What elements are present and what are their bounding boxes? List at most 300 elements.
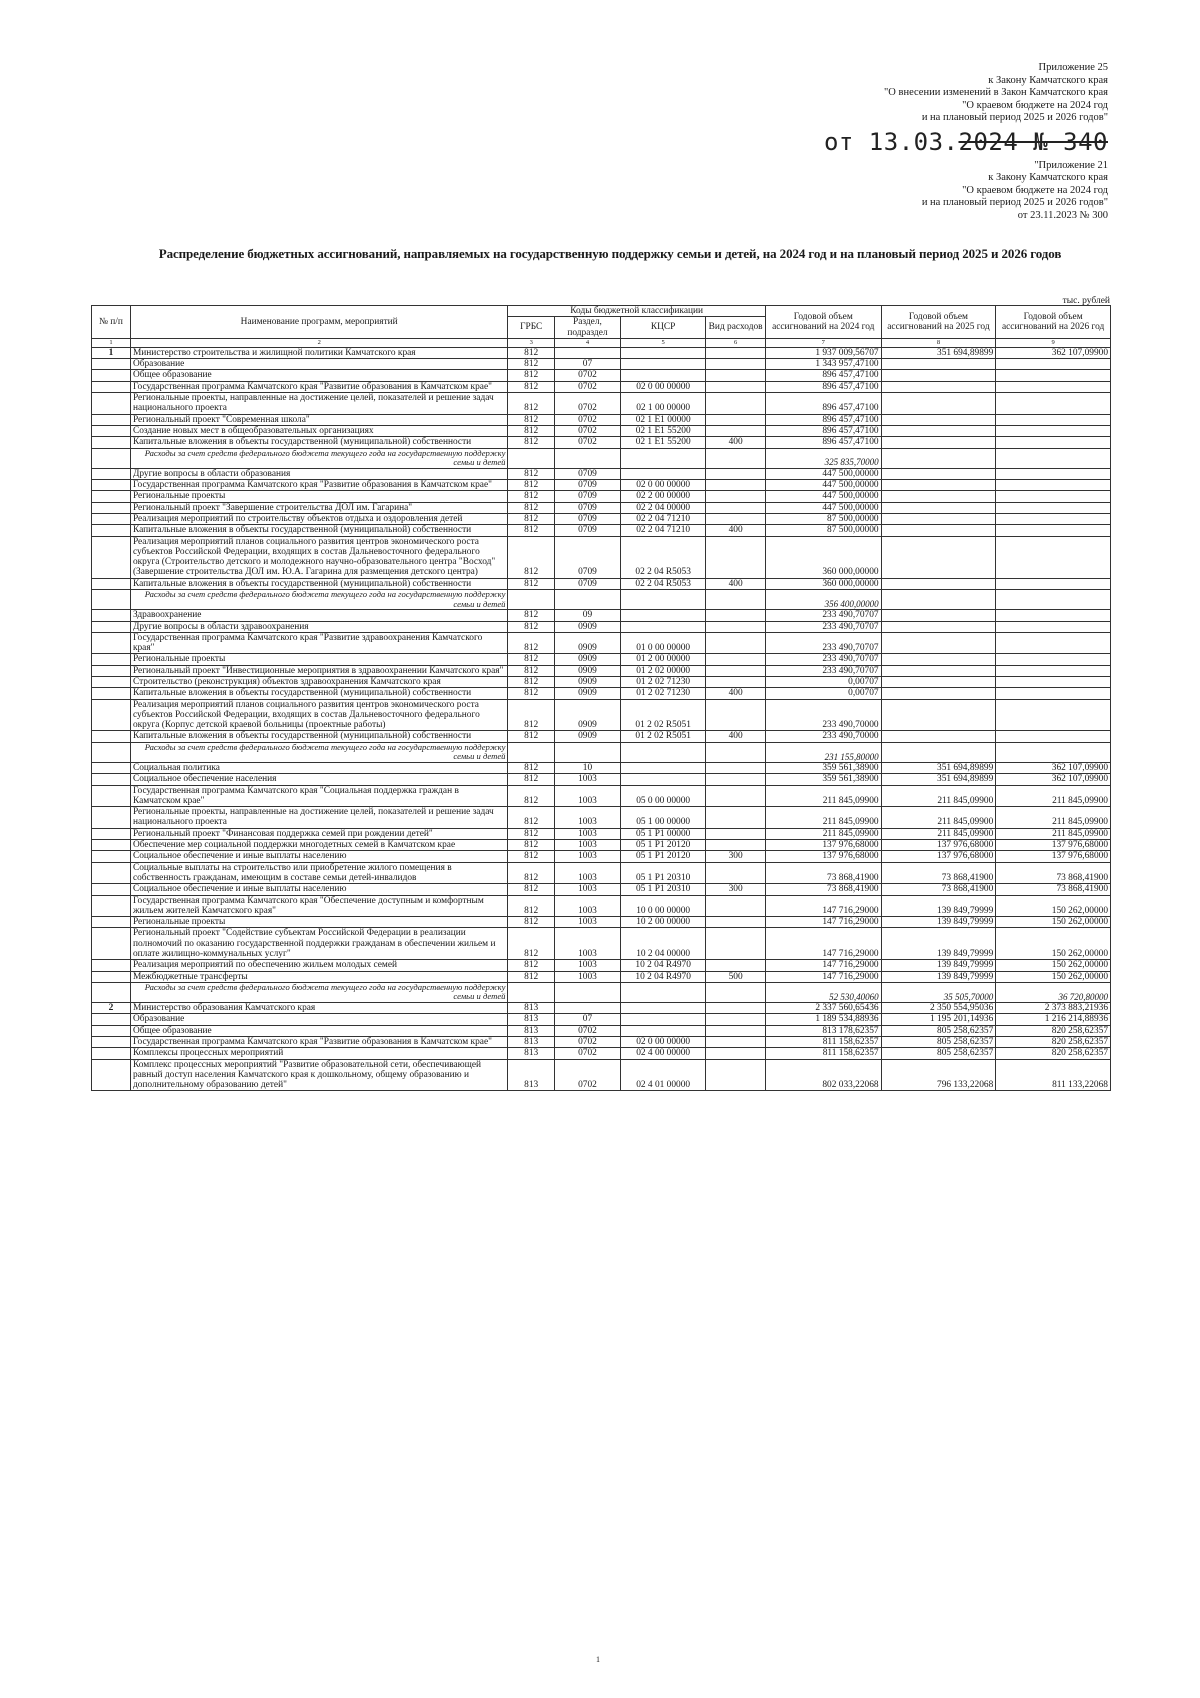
row-number [92, 437, 131, 448]
amount-2025: 211 845,09900 [881, 807, 996, 829]
grbs-code: 812 [508, 654, 555, 665]
amount-2025 [881, 513, 996, 524]
expense-type-code [706, 840, 765, 851]
kcsr-code: 01 2 02 71230 [620, 676, 705, 687]
amount-2026: 150 262,00000 [996, 928, 1111, 960]
section-code: 0702 [554, 1025, 620, 1036]
item-name: Региональные проекты, направленные на достижение целей, показателей и решение задач национального проекта [130, 807, 508, 829]
table-row [92, 971, 1111, 982]
grbs-code: 812 [508, 807, 555, 829]
grbs-code: 812 [508, 370, 555, 381]
kcsr-code [620, 762, 705, 773]
section-code: 1003 [554, 928, 620, 960]
amount-2024: 52 530,40060 [765, 982, 881, 1002]
amount-2026 [996, 578, 1111, 589]
amount-2024: 73 868,41900 [765, 884, 881, 895]
grbs-code: 812 [508, 699, 555, 731]
amount-2026: 820 258,62357 [996, 1036, 1111, 1047]
row-number [92, 610, 131, 621]
kcsr-code: 05 1 P1 20310 [620, 884, 705, 895]
item-name: Региональные проекты [130, 654, 508, 665]
amount-2024: 813 178,62357 [765, 1025, 881, 1036]
amount-2026: 150 262,00000 [996, 960, 1111, 971]
row-number [92, 513, 131, 524]
expense-type-code [706, 621, 765, 632]
amount-2024: 447 500,00000 [765, 468, 881, 479]
expense-type-code [706, 347, 765, 358]
grbs-code: 813 [508, 1014, 555, 1025]
kcsr-code [620, 590, 705, 610]
kcsr-code: 05 1 P1 20120 [620, 851, 705, 862]
item-name: Региональные проекты, направленные на достижение целей, показателей и решение задач национального проекта [130, 393, 508, 415]
col-num-header: № п/п [92, 306, 131, 339]
expense-type-code: 300 [706, 884, 765, 895]
amount-2026 [996, 437, 1111, 448]
col-kcsr-header: КЦСР [620, 317, 705, 339]
expense-type-code [706, 359, 765, 370]
section-code: 0702 [554, 370, 620, 381]
item-name: Реализация мероприятий по строительству объектов отдыха и оздоровления детей [130, 513, 508, 524]
amount-2026: 362 107,09900 [996, 347, 1111, 358]
row-number [92, 699, 131, 731]
grbs-code: 812 [508, 862, 555, 884]
amount-2025 [881, 448, 996, 468]
table-row [92, 578, 1111, 589]
kcsr-code: 05 0 00 00000 [620, 785, 705, 807]
grbs-code: 812 [508, 851, 555, 862]
table-row [92, 468, 1111, 479]
item-name: Региональный проект "Финансовая поддержка семей при рождении детей" [130, 828, 508, 839]
expense-type-code [706, 513, 765, 524]
amount-2026: 362 107,09900 [996, 774, 1111, 785]
table-row [92, 731, 1111, 742]
amount-2024: 896 457,47100 [765, 393, 881, 415]
section-code: 0909 [554, 665, 620, 676]
column-index: 8 [881, 338, 996, 347]
amount-2025: 139 849,79999 [881, 971, 996, 982]
expense-type-code [706, 480, 765, 491]
row-number [92, 359, 131, 370]
table-row [92, 851, 1111, 862]
table-row [92, 381, 1111, 392]
kcsr-code [620, 742, 705, 762]
item-name: Региональный проект "Завершение строительства ДОЛ им. Гагарина" [130, 502, 508, 513]
amount-2024: 233 490,70707 [765, 665, 881, 676]
row-number [92, 928, 131, 960]
item-name: Комплекс процессных мероприятий "Развитие образовательной сети, обеспечивающей равный доступ населения Камчатского края к дошкольному, общему образованию и дополнительному образованию детей" [130, 1059, 508, 1091]
kcsr-code: 01 2 00 00000 [620, 654, 705, 665]
row-number [92, 1059, 131, 1091]
grbs-code: 812 [508, 884, 555, 895]
expense-type-code [706, 665, 765, 676]
amount-2025: 211 845,09900 [881, 828, 996, 839]
table-row [92, 425, 1111, 436]
row-number [92, 971, 131, 982]
amendment-stamp [748, 128, 1108, 156]
table-row [92, 536, 1111, 578]
kcsr-code: 02 2 04 00000 [620, 502, 705, 513]
grbs-code: 812 [508, 425, 555, 436]
kcsr-code [620, 468, 705, 479]
item-name: Социальные выплаты на строительство или приобретение жилого помещения в собственность гражданам, имеющим в составе семьи детей-инвалидов [130, 862, 508, 884]
section-code: 0709 [554, 468, 620, 479]
amount-2026: 811 133,22068 [996, 1059, 1111, 1091]
kcsr-code: 02 4 01 00000 [620, 1059, 705, 1091]
expense-type-code [706, 807, 765, 829]
item-name: Государственная программа Камчатского края "Развитие образования в Камчатском крае" [130, 1036, 508, 1047]
section-code: 07 [554, 359, 620, 370]
appendix-header-top [748, 62, 1108, 125]
row-number [92, 632, 131, 654]
amount-2026: 73 868,41900 [996, 862, 1111, 884]
amount-2024: 233 490,70707 [765, 654, 881, 665]
grbs-code: 812 [508, 665, 555, 676]
expense-type-code: 400 [706, 578, 765, 589]
header-line: "Приложение 21 [1034, 159, 1108, 171]
amount-2025: 137 976,68000 [881, 851, 996, 862]
section-code: 1003 [554, 862, 620, 884]
kcsr-code: 10 2 04 R4970 [620, 960, 705, 971]
table-row [92, 762, 1111, 773]
expense-type-code: 300 [706, 851, 765, 862]
item-name: Другие вопросы в области здравоохранения [130, 621, 508, 632]
amount-2025: 351 694,89899 [881, 774, 996, 785]
row-number [92, 448, 131, 468]
amount-2025 [881, 370, 996, 381]
table-row [92, 359, 1111, 370]
amount-2024: 73 868,41900 [765, 862, 881, 884]
amount-2024: 233 490,70000 [765, 731, 881, 742]
expense-type-code [706, 1025, 765, 1036]
stamp-date: от 13.03. [823, 127, 959, 156]
item-name: Другие вопросы в области образования [130, 468, 508, 479]
section-code: 1003 [554, 971, 620, 982]
row-number [92, 621, 131, 632]
kcsr-code: 01 0 00 00000 [620, 632, 705, 654]
row-number [92, 480, 131, 491]
row-number [92, 393, 131, 415]
section-code: 0702 [554, 1048, 620, 1059]
amount-2026: 150 262,00000 [996, 917, 1111, 928]
row-number [92, 960, 131, 971]
section-code: 0909 [554, 688, 620, 699]
amount-2025 [881, 480, 996, 491]
section-code [554, 347, 620, 358]
grbs-code: 812 [508, 525, 555, 536]
table-row [92, 960, 1111, 971]
amount-2026: 362 107,09900 [996, 762, 1111, 773]
column-index: 1 [92, 338, 131, 347]
amount-2024: 87 500,00000 [765, 513, 881, 524]
expense-type-code [706, 917, 765, 928]
amount-2026 [996, 654, 1111, 665]
amount-2024: 896 457,47100 [765, 414, 881, 425]
amount-2026 [996, 676, 1111, 687]
amount-2026 [996, 525, 1111, 536]
row-number [92, 731, 131, 742]
column-index: 2 [130, 338, 508, 347]
amount-2025: 805 258,62357 [881, 1036, 996, 1047]
amount-2025 [881, 632, 996, 654]
kcsr-code [620, 448, 705, 468]
amount-2026 [996, 502, 1111, 513]
expense-type-code [706, 928, 765, 960]
stamp-number: 2024 № 340 [958, 127, 1108, 156]
amount-2026 [996, 414, 1111, 425]
expense-type-code [706, 785, 765, 807]
section-code: 0909 [554, 632, 620, 654]
row-number [92, 1014, 131, 1025]
item-name: Социальное обеспечение и иные выплаты населению [130, 851, 508, 862]
section-code: 1003 [554, 828, 620, 839]
amount-2026: 73 868,41900 [996, 884, 1111, 895]
table-row [92, 621, 1111, 632]
row-number [92, 762, 131, 773]
amount-2025: 139 849,79999 [881, 895, 996, 917]
row-number [92, 665, 131, 676]
item-name: Общее образование [130, 1025, 508, 1036]
amount-2026: 211 845,09900 [996, 785, 1111, 807]
item-name: Образование [130, 1014, 508, 1025]
section-code: 1003 [554, 785, 620, 807]
amount-2025 [881, 491, 996, 502]
expense-type-code [706, 774, 765, 785]
expense-type-code [706, 742, 765, 762]
amount-2025 [881, 525, 996, 536]
grbs-code: 813 [508, 1036, 555, 1047]
item-name: Общее образование [130, 370, 508, 381]
document-title: Распределение бюджетных ассигнований, направляемых на государственную поддержку семьи и детей, на 2024 год и на плановый период 2025 и 2026 годов [158, 246, 1062, 261]
row-number [92, 982, 131, 1002]
kcsr-code [620, 347, 705, 358]
page-number: 1 [596, 1655, 600, 1664]
amount-2025: 805 258,62357 [881, 1025, 996, 1036]
grbs-code [508, 590, 555, 610]
header-line: Приложение 25 [1038, 62, 1108, 73]
grbs-code: 812 [508, 960, 555, 971]
amount-2024: 147 716,29000 [765, 960, 881, 971]
expense-type-code [706, 414, 765, 425]
section-code: 1003 [554, 807, 620, 829]
expense-type-code [706, 468, 765, 479]
amount-2024: 233 490,70000 [765, 699, 881, 731]
grbs-code: 813 [508, 1059, 555, 1091]
item-name: Социальное обеспечение населения [130, 774, 508, 785]
row-number [92, 862, 131, 884]
item-name: Расходы за счет средств федерального бюджета текущего года на государственную поддержку семьи и детей [130, 742, 508, 762]
amount-2025: 139 849,79999 [881, 917, 996, 928]
expense-type-code [706, 895, 765, 917]
item-name: Региональный проект "Современная школа" [130, 414, 508, 425]
section-code [554, 1003, 620, 1014]
expense-type-code [706, 610, 765, 621]
section-code: 0702 [554, 414, 620, 425]
amount-2024: 356 400,00000 [765, 590, 881, 610]
row-number [92, 1025, 131, 1036]
kcsr-code: 02 2 04 71210 [620, 525, 705, 536]
section-code [554, 742, 620, 762]
grbs-code: 812 [508, 381, 555, 392]
kcsr-code: 02 4 00 00000 [620, 1048, 705, 1059]
section-code: 09 [554, 610, 620, 621]
row-number [92, 884, 131, 895]
expense-type-code [706, 1048, 765, 1059]
amount-2026: 150 262,00000 [996, 895, 1111, 917]
table-row [92, 884, 1111, 895]
expense-type-code [706, 960, 765, 971]
row-number [92, 828, 131, 839]
amount-2024: 233 490,70707 [765, 610, 881, 621]
kcsr-code: 01 2 02 R5051 [620, 699, 705, 731]
budget-table-wrapper [91, 305, 1111, 1091]
col-razdel-header: Раздел, подраздел [554, 317, 620, 339]
grbs-code: 812 [508, 762, 555, 773]
row-number [92, 381, 131, 392]
amount-2025 [881, 381, 996, 392]
expense-type-code [706, 982, 765, 1002]
item-name: Расходы за счет средств федерального бюджета текущего года на государственную поддержку семьи и детей [130, 448, 508, 468]
kcsr-code [620, 370, 705, 381]
section-code: 0702 [554, 381, 620, 392]
amount-2025 [881, 676, 996, 687]
kcsr-code: 02 1 E1 55200 [620, 425, 705, 436]
table-row [92, 828, 1111, 839]
expense-type-code: 400 [706, 525, 765, 536]
expense-type-code [706, 828, 765, 839]
table-row [92, 632, 1111, 654]
column-index: 4 [554, 338, 620, 347]
header-line: от 23.11.2023 № 300 [1017, 209, 1108, 221]
grbs-code: 812 [508, 610, 555, 621]
expense-type-code [706, 632, 765, 654]
item-name: Реализация мероприятий планов социального развития центров экономического роста субъектов Российской Федерации, входящих в состав Дальневосточного федерального округа (Строительство детского и молодежного научно-образовательного центра "Восход" (Завершение строительства ДОЛ им. Ю.А. Гагарина для размещения детского центра) [130, 536, 508, 578]
amount-2026: 1 216 214,88936 [996, 1014, 1111, 1025]
amount-2026 [996, 742, 1111, 762]
amount-2026: 150 262,00000 [996, 971, 1111, 982]
appendix-header [748, 62, 1108, 222]
grbs-code: 812 [508, 513, 555, 524]
section-code: 0702 [554, 437, 620, 448]
row-number [92, 895, 131, 917]
section-code: 0909 [554, 654, 620, 665]
table-row [92, 1003, 1111, 1014]
amount-2024: 2 337 560,65436 [765, 1003, 881, 1014]
table-row [92, 665, 1111, 676]
kcsr-code [620, 359, 705, 370]
column-index: 9 [996, 338, 1111, 347]
section-code [554, 982, 620, 1002]
item-name: Реализация мероприятий по обеспечению жильем молодых семей [130, 960, 508, 971]
amount-2025 [881, 578, 996, 589]
row-number [92, 590, 131, 610]
column-index-row [92, 338, 1111, 347]
kcsr-code: 10 0 00 00000 [620, 895, 705, 917]
section-code: 0702 [554, 1059, 620, 1091]
grbs-code [508, 742, 555, 762]
amount-2026: 820 258,62357 [996, 1025, 1111, 1036]
grbs-code: 812 [508, 359, 555, 370]
amount-2025 [881, 688, 996, 699]
amount-2025 [881, 425, 996, 436]
expense-type-code [706, 762, 765, 773]
amount-2025 [881, 654, 996, 665]
header-line: и на плановый период 2025 и 2026 годов" [921, 112, 1108, 123]
expense-type-code [706, 862, 765, 884]
item-name: Комплексы процессных мероприятий [130, 1048, 508, 1059]
amount-2026 [996, 536, 1111, 578]
item-name: Капитальные вложения в объекты государственной (муниципальной) собственности [130, 688, 508, 699]
col-name-header: Наименование программ, мероприятий [130, 306, 508, 339]
grbs-code: 812 [508, 414, 555, 425]
amount-2024: 147 716,29000 [765, 971, 881, 982]
section-code: 0909 [554, 699, 620, 731]
kcsr-code [620, 1025, 705, 1036]
federal-funds-note-row [92, 590, 1111, 610]
amount-2026 [996, 688, 1111, 699]
grbs-code: 812 [508, 688, 555, 699]
amount-2025 [881, 502, 996, 513]
kcsr-code: 02 2 04 71210 [620, 513, 705, 524]
amount-2024: 0,00707 [765, 676, 881, 687]
expense-type-code [706, 1003, 765, 1014]
table-row [92, 774, 1111, 785]
grbs-code: 812 [508, 480, 555, 491]
grbs-code: 812 [508, 621, 555, 632]
table-row [92, 1025, 1111, 1036]
item-name: Межбюджетные трансферты [130, 971, 508, 982]
kcsr-code: 10 2 04 00000 [620, 928, 705, 960]
expense-type-code [706, 676, 765, 687]
row-number [92, 742, 131, 762]
amount-2026 [996, 491, 1111, 502]
expense-type-code [706, 393, 765, 415]
row-number [92, 774, 131, 785]
amount-2025: 796 133,22068 [881, 1059, 996, 1091]
grbs-code: 812 [508, 785, 555, 807]
col-grbs-header: ГРБС [508, 317, 555, 339]
section-code [554, 448, 620, 468]
amount-2024: 137 976,68000 [765, 851, 881, 862]
row-number [92, 654, 131, 665]
header-line: к Закону Камчатского края [988, 172, 1108, 183]
section-code: 1003 [554, 917, 620, 928]
amount-2025: 73 868,41900 [881, 862, 996, 884]
amount-2025 [881, 468, 996, 479]
kcsr-code [620, 982, 705, 1002]
grbs-code: 812 [508, 895, 555, 917]
col-2024-header: Годовой объем ассигнований на 2024 год [765, 306, 881, 339]
kcsr-code: 02 1 00 00000 [620, 393, 705, 415]
kcsr-code [620, 1014, 705, 1025]
item-name: Образование [130, 359, 508, 370]
item-name: Здравоохранение [130, 610, 508, 621]
kcsr-code: 01 2 02 71230 [620, 688, 705, 699]
amount-2024: 447 500,00000 [765, 502, 881, 513]
item-name: Государственная программа Камчатского края "Развитие образования в Камчатском крае" [130, 480, 508, 491]
amount-2025 [881, 610, 996, 621]
amount-2026 [996, 632, 1111, 654]
amount-2024: 811 158,62357 [765, 1048, 881, 1059]
column-index: 7 [765, 338, 881, 347]
row-number: 2 [92, 1003, 131, 1014]
grbs-code: 812 [508, 437, 555, 448]
item-name: Региональный проект "Инвестиционные мероприятия в здравоохранении Камчатского края" [130, 665, 508, 676]
item-name: Государственная программа Камчатского края "Развитие образования в Камчатском крае" [130, 381, 508, 392]
expense-type-code [706, 1014, 765, 1025]
item-name: Капитальные вложения в объекты государственной (муниципальной) собственности [130, 437, 508, 448]
item-name: Государственная программа Камчатского края "Развитие здравоохранения Камчатского края" [130, 632, 508, 654]
section-code: 0702 [554, 425, 620, 436]
